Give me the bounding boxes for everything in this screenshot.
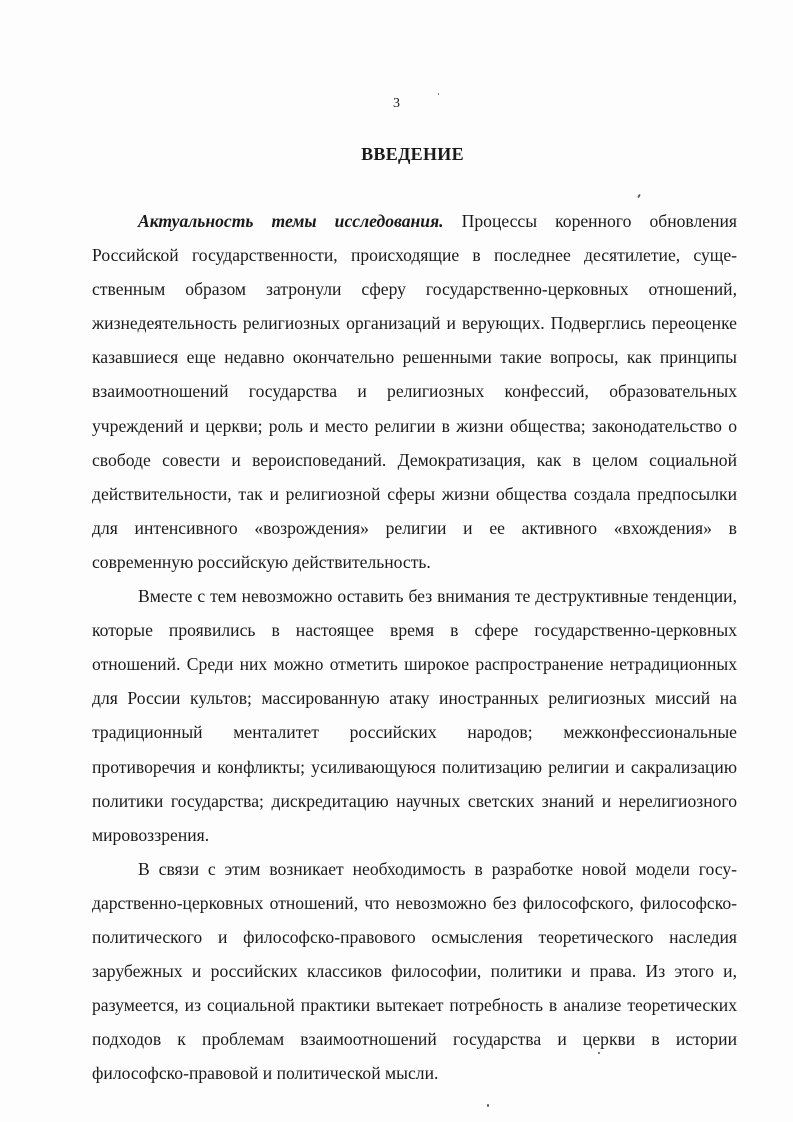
paragraph-new-model: В связи с этим возникает необходимость в разработке новой модели государственно-церковных отношений, что невозможно без философского, философско-политического и философско-правового осмысления теоретического наследия зарубежных и российских классиков философии, политики и права. Из этого и, разумеется, из социальной практики вытекает потребность в анализе теоретических подходов к проблемам взаимоотношений государства и церкви в истории философско-правовой и политической мысли. <box>92 858 737 1084</box>
scan-speck <box>637 194 641 198</box>
section-heading: ВВЕДЕНИЕ <box>361 144 464 164</box>
body-text <box>92 204 737 1090</box>
scan-speck <box>438 93 439 95</box>
page-number: 3 <box>393 96 400 111</box>
paragraph-destructive-trends: Вместе с тем невозможно оставить без внимания те деструктивные тенденции, которые проявились в настоящее время в сфере государственно-церковных отношений. Среди них можно отметить широкое распространение нетрадиционных для России культов; массированную атаку иностранных религиозных миссий на традиционный менталитет российских народов; межконфессиональные противоречия и конфликты; усиливающуюся политизацию религии и сакрализацию политики государства; дискредитацию научных светских знаний и нерелигиозного мировоззрения. <box>92 586 737 845</box>
scan-speck <box>487 1104 489 1107</box>
relevance-lead: Актуальность темы исследования. <box>138 211 444 231</box>
paragraph-relevance <box>92 204 737 579</box>
scan-speck <box>598 1052 600 1054</box>
paragraph-text: Процессы коренного обновления Российской государственности, происходящие в последнее десятилетие, существенным образом затронули сферу государственно-церковных отношений, жизнедеятельность религиозных организаций и верующих. Подверглись переоценке казавшиеся еще недавно окончательно решенными такие вопросы, как принципы взаимоотношений государства и религиозных конфессий, образовательных учреждений и церкви; роль и место религии в жизни общества; законодательство о свободе совести и вероисповеданий. Демократизация, как в целом социальной действительности, так и религиозной сферы жизни общества создала предпосылки для интенсивного «возрождения» религии и ее активного «вхождения» в современную российскую действительность. <box>92 211 737 572</box>
